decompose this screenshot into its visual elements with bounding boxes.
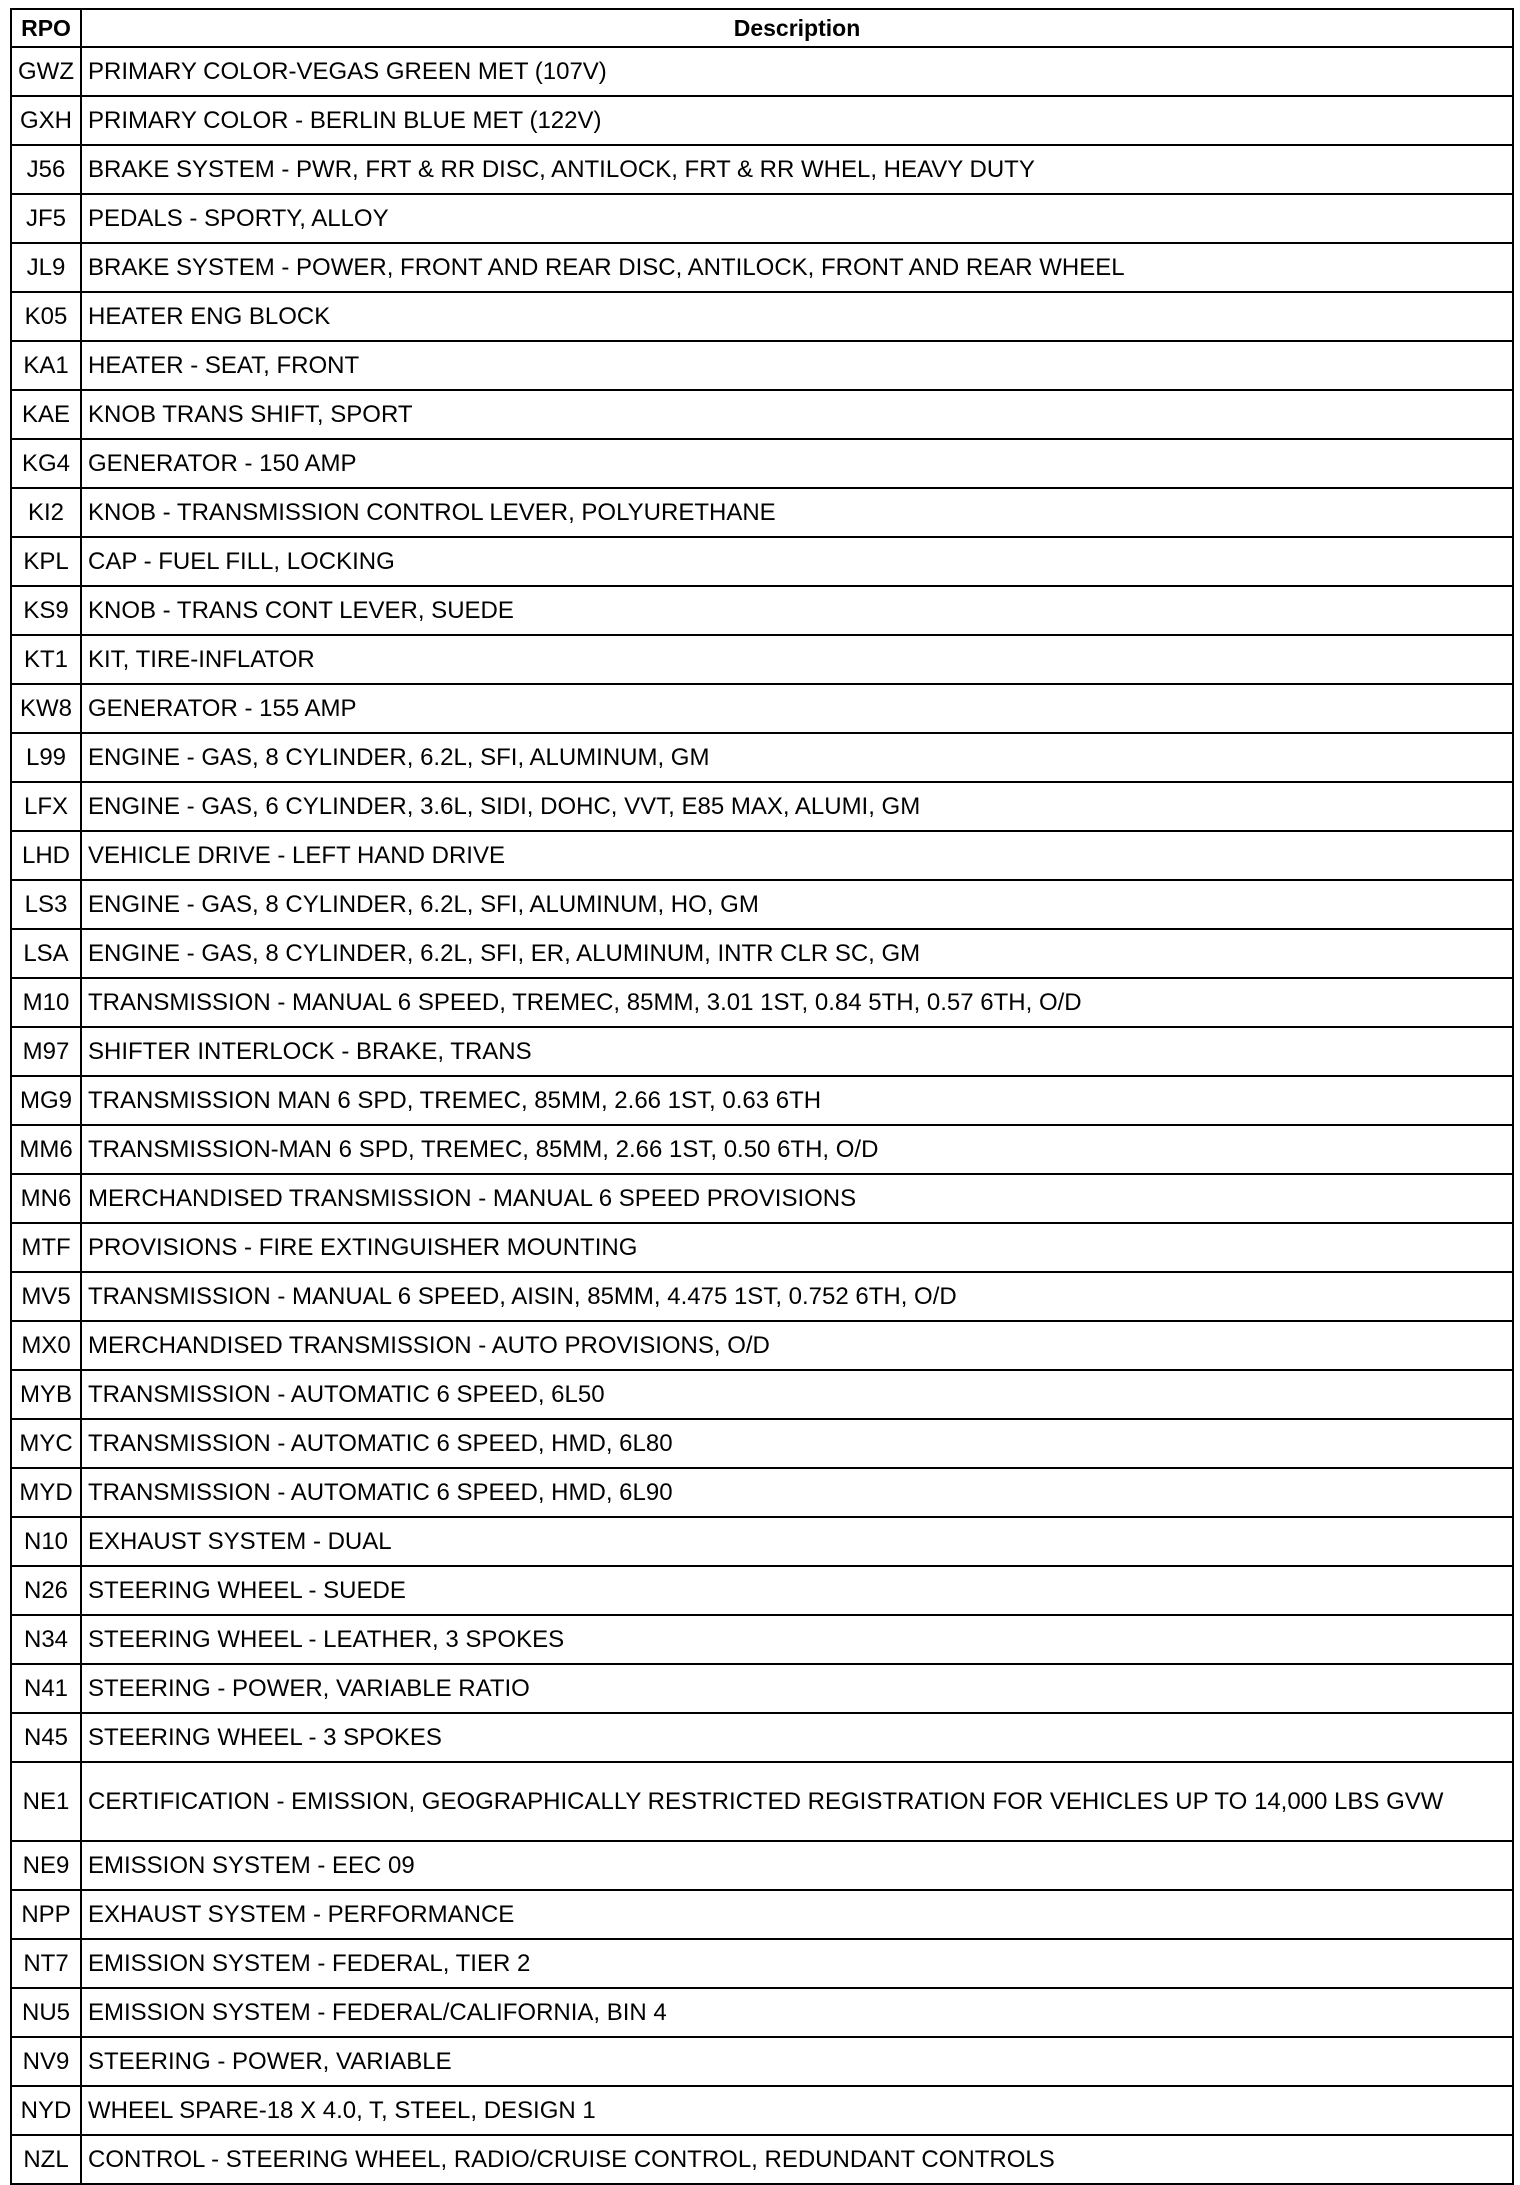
table-row: [11, 1988, 1513, 2037]
rpo-code-cell: LS3: [11, 880, 81, 929]
description-cell: PEDALS - SPORTY, ALLOY: [81, 194, 1513, 243]
table-row: [11, 1890, 1513, 1939]
description-cell: STEERING WHEEL - LEATHER, 3 SPOKES: [81, 1615, 1513, 1664]
rpo-code-cell: KW8: [11, 684, 81, 733]
rpo-code-cell: N45: [11, 1713, 81, 1762]
description-cell: TRANSMISSION - MANUAL 6 SPEED, TREMEC, 85MM, 3.01 1ST, 0.84 5TH, 0.57 6TH, O/D: [81, 978, 1513, 1027]
description-cell: EMISSION SYSTEM - EEC 09: [81, 1841, 1513, 1890]
table-row: [11, 2086, 1513, 2135]
table-row: [11, 1076, 1513, 1125]
rpo-code-cell: NU5: [11, 1988, 81, 2037]
description-cell: STEERING - POWER, VARIABLE RATIO: [81, 1664, 1513, 1713]
rpo-code-cell: NV9: [11, 2037, 81, 2086]
description-cell: CERTIFICATION - EMISSION, GEOGRAPHICALLY RESTRICTED REGISTRATION FOR VEHICLES UP TO 14,000 LBS GVW: [81, 1762, 1513, 1841]
table-row: [11, 390, 1513, 439]
rpo-code-cell: MYB: [11, 1370, 81, 1419]
description-cell: KNOB TRANS SHIFT, SPORT: [81, 390, 1513, 439]
table-row: [11, 586, 1513, 635]
rpo-code-cell: J56: [11, 145, 81, 194]
description-cell: MERCHANDISED TRANSMISSION - MANUAL 6 SPEED PROVISIONS: [81, 1174, 1513, 1223]
rpo-code-cell: JF5: [11, 194, 81, 243]
table-row: [11, 1762, 1513, 1841]
description-cell: KNOB - TRANS CONT LEVER, SUEDE: [81, 586, 1513, 635]
rpo-code-cell: KPL: [11, 537, 81, 586]
table-row: [11, 439, 1513, 488]
rpo-code-cell: GWZ: [11, 47, 81, 96]
table-row: [11, 1615, 1513, 1664]
table-row: [11, 2037, 1513, 2086]
rpo-code-cell: MYD: [11, 1468, 81, 1517]
description-cell: ENGINE - GAS, 8 CYLINDER, 6.2L, SFI, ER, ALUMINUM, INTR CLR SC, GM: [81, 929, 1513, 978]
table-row: [11, 1321, 1513, 1370]
rpo-code-cell: MTF: [11, 1223, 81, 1272]
table-row: [11, 194, 1513, 243]
description-cell: VEHICLE DRIVE - LEFT HAND DRIVE: [81, 831, 1513, 880]
description-cell: PRIMARY COLOR - BERLIN BLUE MET (122V): [81, 96, 1513, 145]
table-row: [11, 1370, 1513, 1419]
description-cell: TRANSMISSION - MANUAL 6 SPEED, AISIN, 85MM, 4.475 1ST, 0.752 6TH, O/D: [81, 1272, 1513, 1321]
description-cell: TRANSMISSION - AUTOMATIC 6 SPEED, HMD, 6L80: [81, 1419, 1513, 1468]
rpo-code-cell: NPP: [11, 1890, 81, 1939]
rpo-code-cell: LSA: [11, 929, 81, 978]
description-cell: PRIMARY COLOR-VEGAS GREEN MET (107V): [81, 47, 1513, 96]
rpo-code-cell: K05: [11, 292, 81, 341]
rpo-table: [10, 8, 1514, 2185]
rpo-code-cell: NYD: [11, 2086, 81, 2135]
table-row: [11, 1939, 1513, 1988]
description-cell: TRANSMISSION MAN 6 SPD, TREMEC, 85MM, 2.66 1ST, 0.63 6TH: [81, 1076, 1513, 1125]
rpo-code-cell: M10: [11, 978, 81, 1027]
table-row: [11, 1272, 1513, 1321]
description-cell: ENGINE - GAS, 6 CYLINDER, 3.6L, SIDI, DOHC, VVT, E85 MAX, ALUMI, GM: [81, 782, 1513, 831]
table-row: [11, 2135, 1513, 2184]
rpo-code-cell: NE1: [11, 1762, 81, 1841]
rpo-code-cell: KG4: [11, 439, 81, 488]
table-row: [11, 1468, 1513, 1517]
table-row: [11, 145, 1513, 194]
description-cell: TRANSMISSION-MAN 6 SPD, TREMEC, 85MM, 2.66 1ST, 0.50 6TH, O/D: [81, 1125, 1513, 1174]
description-cell: BRAKE SYSTEM - PWR, FRT & RR DISC, ANTILOCK, FRT & RR WHEL, HEAVY DUTY: [81, 145, 1513, 194]
table-header-row: [11, 9, 1513, 47]
description-cell: STEERING - POWER, VARIABLE: [81, 2037, 1513, 2086]
description-cell: WHEEL SPARE-18 X 4.0, T, STEEL, DESIGN 1: [81, 2086, 1513, 2135]
rpo-code-cell: MN6: [11, 1174, 81, 1223]
rpo-code-cell: N10: [11, 1517, 81, 1566]
description-cell: HEATER ENG BLOCK: [81, 292, 1513, 341]
rpo-code-cell: KA1: [11, 341, 81, 390]
table-row: [11, 1713, 1513, 1762]
rpo-code-cell: NZL: [11, 2135, 81, 2184]
table-row: [11, 96, 1513, 145]
description-cell: CAP - FUEL FILL, LOCKING: [81, 537, 1513, 586]
rpo-code-cell: KT1: [11, 635, 81, 684]
rpo-code-cell: JL9: [11, 243, 81, 292]
table-row: [11, 1419, 1513, 1468]
rpo-code-cell: N41: [11, 1664, 81, 1713]
description-cell: KIT, TIRE-INFLATOR: [81, 635, 1513, 684]
description-cell: GENERATOR - 150 AMP: [81, 439, 1513, 488]
header-rpo: RPO: [11, 9, 81, 47]
description-cell: EXHAUST SYSTEM - DUAL: [81, 1517, 1513, 1566]
description-cell: STEERING WHEEL - SUEDE: [81, 1566, 1513, 1615]
table-row: [11, 733, 1513, 782]
description-cell: CONTROL - STEERING WHEEL, RADIO/CRUISE CONTROL, REDUNDANT CONTROLS: [81, 2135, 1513, 2184]
rpo-code-cell: MYC: [11, 1419, 81, 1468]
description-cell: SHIFTER INTERLOCK - BRAKE, TRANS: [81, 1027, 1513, 1076]
table-row: [11, 292, 1513, 341]
header-description: Description: [81, 9, 1513, 47]
table-row: [11, 1027, 1513, 1076]
description-cell: EMISSION SYSTEM - FEDERAL/CALIFORNIA, BIN 4: [81, 1988, 1513, 2037]
table-row: [11, 488, 1513, 537]
description-cell: TRANSMISSION - AUTOMATIC 6 SPEED, 6L50: [81, 1370, 1513, 1419]
rpo-code-cell: NE9: [11, 1841, 81, 1890]
rpo-code-cell: KS9: [11, 586, 81, 635]
rpo-code-cell: GXH: [11, 96, 81, 145]
description-cell: MERCHANDISED TRANSMISSION - AUTO PROVISIONS, O/D: [81, 1321, 1513, 1370]
table-row: [11, 1517, 1513, 1566]
description-cell: STEERING WHEEL - 3 SPOKES: [81, 1713, 1513, 1762]
rpo-code-cell: MV5: [11, 1272, 81, 1321]
table-row: [11, 978, 1513, 1027]
rpo-code-cell: N26: [11, 1566, 81, 1615]
table-row: [11, 929, 1513, 978]
rpo-code-cell: MM6: [11, 1125, 81, 1174]
rpo-code-cell: M97: [11, 1027, 81, 1076]
description-cell: ENGINE - GAS, 8 CYLINDER, 6.2L, SFI, ALUMINUM, GM: [81, 733, 1513, 782]
rpo-code-cell: L99: [11, 733, 81, 782]
table-row: [11, 1125, 1513, 1174]
rpo-code-cell: LHD: [11, 831, 81, 880]
table-row: [11, 684, 1513, 733]
rpo-code-cell: NT7: [11, 1939, 81, 1988]
table-row: [11, 243, 1513, 292]
description-cell: KNOB - TRANSMISSION CONTROL LEVER, POLYURETHANE: [81, 488, 1513, 537]
description-cell: BRAKE SYSTEM - POWER, FRONT AND REAR DISC, ANTILOCK, FRONT AND REAR WHEEL: [81, 243, 1513, 292]
rpo-code-cell: KI2: [11, 488, 81, 537]
description-cell: TRANSMISSION - AUTOMATIC 6 SPEED, HMD, 6L90: [81, 1468, 1513, 1517]
table-body: [11, 47, 1513, 2184]
table-row: [11, 635, 1513, 684]
rpo-code-cell: N34: [11, 1615, 81, 1664]
rpo-code-cell: MG9: [11, 1076, 81, 1125]
description-cell: PROVISIONS - FIRE EXTINGUISHER MOUNTING: [81, 1223, 1513, 1272]
description-cell: EXHAUST SYSTEM - PERFORMANCE: [81, 1890, 1513, 1939]
rpo-code-cell: LFX: [11, 782, 81, 831]
table-row: [11, 341, 1513, 390]
description-cell: ENGINE - GAS, 8 CYLINDER, 6.2L, SFI, ALUMINUM, HO, GM: [81, 880, 1513, 929]
description-cell: EMISSION SYSTEM - FEDERAL, TIER 2: [81, 1939, 1513, 1988]
rpo-table-container: [10, 8, 1512, 2185]
table-row: [11, 1174, 1513, 1223]
table-row: [11, 1566, 1513, 1615]
description-cell: GENERATOR - 155 AMP: [81, 684, 1513, 733]
table-row: [11, 537, 1513, 586]
description-cell: HEATER - SEAT, FRONT: [81, 341, 1513, 390]
table-row: [11, 1664, 1513, 1713]
rpo-code-cell: MX0: [11, 1321, 81, 1370]
table-row: [11, 831, 1513, 880]
table-row: [11, 47, 1513, 96]
table-row: [11, 1841, 1513, 1890]
rpo-code-cell: KAE: [11, 390, 81, 439]
table-row: [11, 1223, 1513, 1272]
table-row: [11, 782, 1513, 831]
table-row: [11, 880, 1513, 929]
